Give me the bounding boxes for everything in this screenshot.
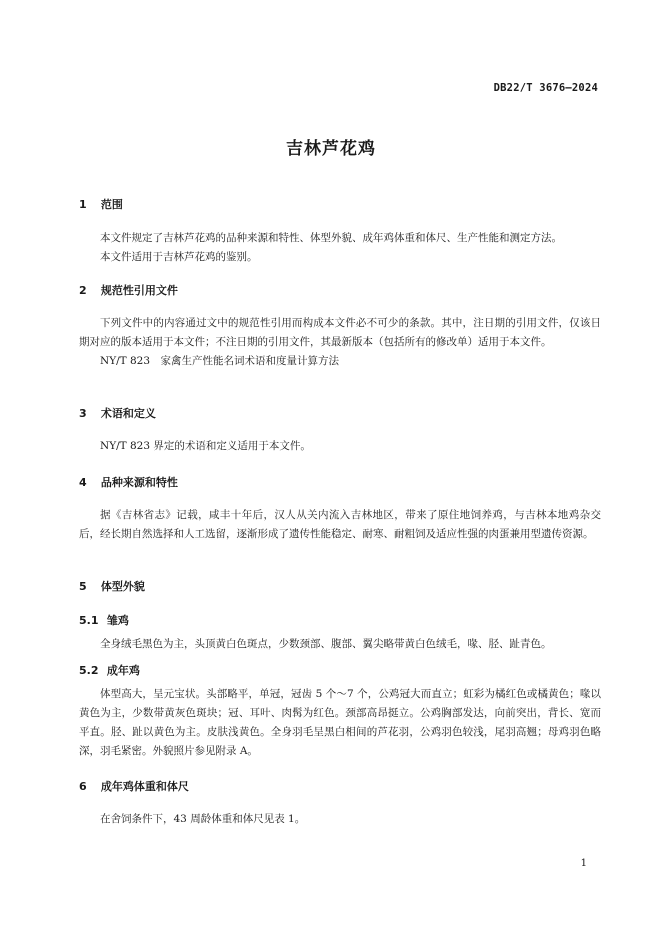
subsection-5-2-body — [79, 685, 601, 761]
paragraph: 下列文件中的内容通过文中的规范性引用而构成本文件必不可少的条款。其中，注日期的引用文件，仅该日期对应的版本适用于本文件；不注日期的引用文件，其最新版本（包括所有的修改单）适用于本文件。 — [79, 317, 601, 348]
paragraph: 体型高大，呈元宝状。头部略平，单冠，冠齿 5 个～7 个，公鸡冠大而直立；虹彩为橘红色或橘黄色；喙以黄色为主，少数带黄灰色斑块；冠、耳叶、肉髯为红色。颈部高昂挺立。公鸡胸部发达，向前突出，背长、宽而平直。胫、趾以黄色为主。皮肤浅黄色。全身羽毛呈黑白相间的芦花羽，公鸡羽色较浅，尾羽高翘；母鸡羽色略深，羽毛紧密。外貌照片参见附录 A。 — [79, 688, 601, 757]
section-4-body — [79, 506, 601, 544]
section-6-body — [79, 810, 601, 829]
section-5-heading — [79, 578, 601, 594]
section-4-heading — [79, 474, 601, 490]
section-number: 2 — [79, 284, 87, 297]
normative-reference: NY/T 823 家禽生产性能名词术语和度量计算方法 — [100, 355, 340, 367]
paragraph: NY/T 823 界定的术语和定义适用于本文件。 — [100, 440, 311, 452]
section-title: 品种来源和特性 — [100, 476, 178, 489]
subsection-5-2-heading — [79, 662, 601, 678]
section-number: 6 — [79, 780, 87, 793]
subsection-number: 5.2 — [79, 664, 99, 677]
section-3-body — [79, 437, 601, 456]
page-number: 1 — [580, 858, 587, 869]
paragraph: 本文件规定了吉林芦花鸡的品种来源和特性、体型外貌、成年鸡体重和体尺、生产性能和测定方法。 — [100, 232, 562, 244]
section-title: 术语和定义 — [100, 407, 156, 420]
document-code: DB22/T 3676—2024 — [493, 82, 598, 94]
subsection-title: 雏鸡 — [106, 614, 129, 627]
section-title: 成年鸡体重和体尺 — [100, 780, 189, 793]
subsection-title: 成年鸡 — [106, 664, 140, 677]
section-title: 规范性引用文件 — [100, 284, 178, 297]
section-3-heading — [79, 405, 601, 421]
section-title: 体型外貌 — [100, 580, 145, 593]
section-1-heading — [79, 196, 601, 212]
section-title: 范围 — [100, 198, 123, 211]
subsection-number: 5.1 — [79, 614, 99, 627]
section-6-heading — [79, 778, 601, 794]
subsection-5-1-body — [79, 635, 601, 654]
section-number: 4 — [79, 476, 87, 489]
section-1-body — [79, 229, 601, 267]
paragraph: 全身绒毛黑色为主，头顶黄白色斑点，少数颈部、腹部、翼尖略带黄白色绒毛，喙、胫、趾青色。 — [100, 638, 552, 650]
section-number: 1 — [79, 198, 87, 211]
section-number: 3 — [79, 407, 87, 420]
section-number: 5 — [79, 580, 87, 593]
paragraph: 本文件适用于吉林芦花鸡的鉴别。 — [100, 251, 258, 263]
subsection-5-1-heading — [79, 612, 601, 628]
document-title: 吉林芦花鸡 — [286, 139, 376, 159]
paragraph: 在舍饲条件下，43 周龄体重和体尺见表 1。 — [100, 813, 306, 825]
section-2-body — [79, 314, 601, 371]
section-2-heading — [79, 282, 601, 298]
paragraph: 据《吉林省志》记载，咸丰十年后，汉人从关内流入吉林地区，带来了原住地饲养鸡，与吉林本地鸡杂交后，经长期自然选择和人工选留，逐渐形成了遗传性能稳定、耐寒、耐粗饲及适应性强的肉蛋兼用型遗传资源。 — [79, 509, 601, 540]
